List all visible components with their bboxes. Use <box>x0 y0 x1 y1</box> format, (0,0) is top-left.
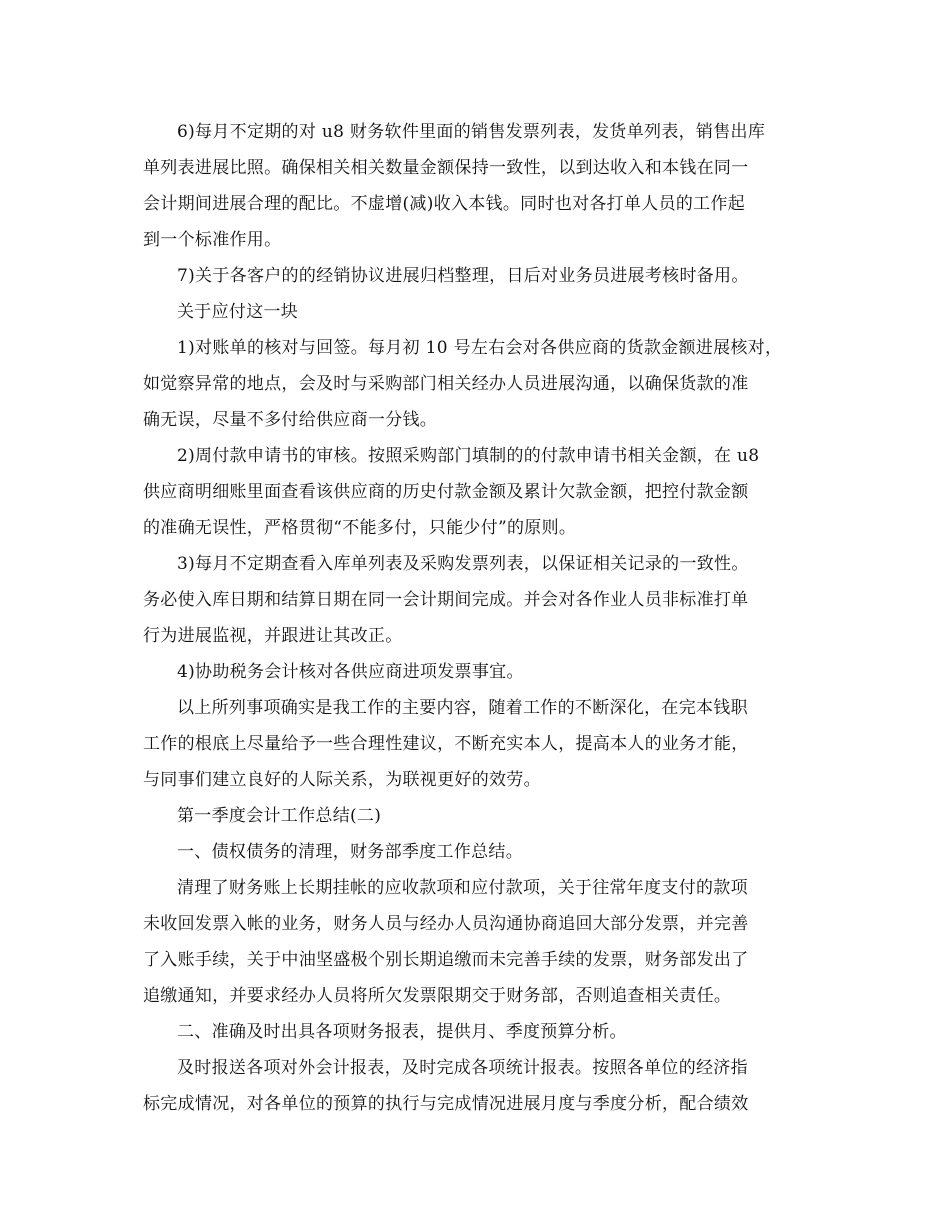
section-heading: 关于应付这一块 <box>177 302 299 322</box>
text-line: 及时报送各项对外会计报表，及时完成各项统计报表。按照各单位的经济指 <box>177 1058 748 1078</box>
text-line: 会计期间进展合理的配比。不虚增(减)收入本钱。同时也对各打单人员的工作起 <box>143 194 746 214</box>
text-line: 务必使入库日期和结算日期在同一会计期间完成。并会对各作业人员非标准打单 <box>143 590 749 610</box>
text-line: 1)对账单的核对与回签。每月初 10 号左右会对各供应商的货款金额进展核对， <box>177 338 783 358</box>
text-line: 行为进展监视，并跟进让其改正。 <box>143 626 403 646</box>
text-line: 标完成情况，对各单位的预算的执行与完成情况进展月度与季度分析，配合绩效 <box>143 1094 749 1114</box>
text-line: 7)关于各客户的的经销协议进展归档整理，日后对业务员进展考核时备用。 <box>177 266 749 286</box>
text-line: 4)协助税务会计核对各供应商进项发票事宜。 <box>177 662 524 682</box>
text-line: 单列表进展比照。确保相关相关数量金额保持一致性，以到达收入和本钱在同一 <box>143 158 749 178</box>
text-line: 与同事们建立良好的人际关系，为联视更好的效劳。 <box>143 770 541 790</box>
section-heading: 第一季度会计工作总结(二) <box>177 806 382 826</box>
text-line: 二、准确及时出具各项财务报表，提供月、季度预算分析。 <box>177 1022 627 1042</box>
text-line: 一、债权债务的清理，财务部季度工作总结。 <box>177 842 523 862</box>
text-line: 工作的根底上尽量给予一些合理性建议，不断充实本人，提高本人的业务才能， <box>143 734 749 754</box>
text-line: 供应商明细账里面查看该供应商的历史付款金额及累计欠款金额，把控付款金额 <box>143 482 749 502</box>
text-line: 如觉察异常的地点，会及时与采购部门相关经办人员进展沟通，以确保货款的准 <box>143 374 749 394</box>
text-line: 了入账手续，关于中油坚盛极个别长期追缴而未完善手续的发票，财务部发出了 <box>143 950 749 970</box>
text-line: 确无误，尽量不多付给供应商一分钱。 <box>143 410 438 430</box>
text-line: 追缴通知，并要求经办人员将所欠发票限期交于财务部，否则追查相关责任。 <box>143 986 732 1006</box>
text-line: 到一个标准作用。 <box>143 230 282 250</box>
text-line: 3)每月不定期查看入库单列表及采购发票列表，以保证相关记录的一致性。 <box>177 554 749 574</box>
text-line: 2)周付款申请书的审核。按照采购部门填制的的付款申请书相关金额，在 u8 <box>177 446 760 466</box>
text-line: 6)每月不定期的对 u8 财务软件里面的销售发票列表，发货单列表，销售出库 <box>177 122 766 142</box>
text-line: 清理了财务账上长期挂帐的应收款项和应付款项，关于往常年度支付的款项 <box>177 878 748 898</box>
text-line: 的准确无误性，严格贯彻“不能多付，只能少付”的原则。 <box>143 518 577 538</box>
text-line: 未收回发票入帐的业务，财务人员与经办人员沟通协商追回大部分发票，并完善 <box>143 914 749 934</box>
text-line: 以上所列事项确实是我工作的主要内容，随着工作的不断深化，在完本钱职 <box>177 698 748 718</box>
